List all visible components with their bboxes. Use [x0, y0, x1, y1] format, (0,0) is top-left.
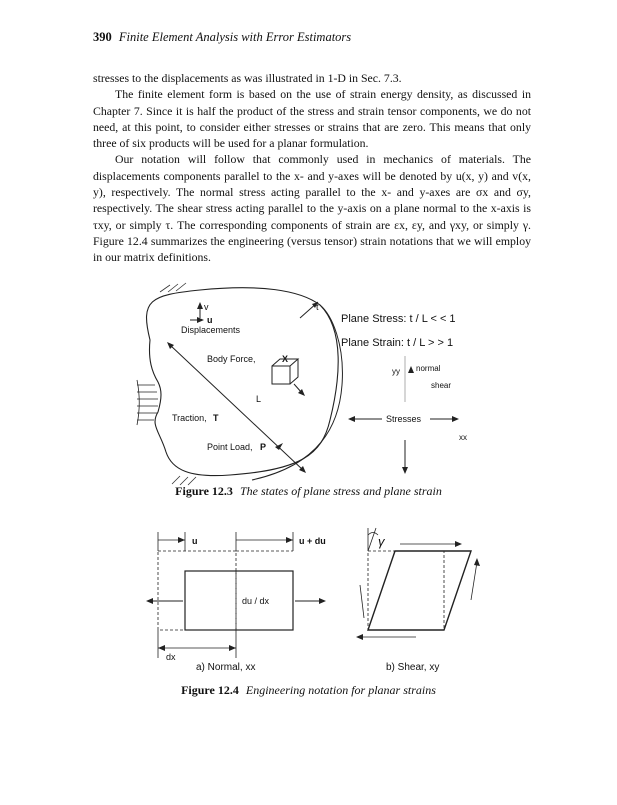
label-traction: Traction, [172, 413, 207, 423]
running-title: Finite Element Analysis with Error Estimators [118, 30, 352, 44]
label-normal: normal [416, 364, 441, 373]
label-u-normal: u [192, 536, 198, 546]
label-u-du: u + du [299, 536, 326, 546]
label-t: t [316, 302, 319, 312]
label-du-dx: du / dx [242, 596, 270, 606]
label-L: L [256, 394, 262, 404]
label-traction-symbol: T [213, 413, 219, 423]
subcaption-b: b) Shear, xy [386, 662, 440, 673]
figure-12-4-caption [0, 683, 617, 698]
label-xx: xx [459, 433, 467, 442]
page-number: 390 [93, 30, 112, 44]
paragraph-2: The finite element form is based on the use of strain energy density, as discussed in Chapter 7. Since it is half the product of the stress and strain tensor components, we do not need, at this point, to consider either stresses or strains that are zero. This means that only three of six products will be used for a planar formulation. [93, 87, 531, 151]
plane-strain-label: Plane Strain: t / L > > 1 [341, 337, 454, 349]
caption-number: Figure 12.4 [181, 683, 239, 697]
label-stresses: Stresses [386, 414, 422, 424]
label-yy: yy [392, 367, 400, 376]
label-body-force-symbol: X [282, 354, 289, 364]
label-v: v [204, 302, 209, 312]
caption-text: The states of plane stress and plane strain [239, 484, 442, 498]
caption-number: Figure 12.3 [175, 484, 233, 498]
paragraph-3: Our notation will follow that commonly used in mechanics of materials. The displacements components parallel to the x- and y-axes will be denoted by u(x, y) and v(x, y), respectively. The normal stress acting parallel to the x- and y-axes are σx and σy, respectively. The shear stress acting parallel to the y-axis on a plane normal to the x-axis is τxy, or simply τ. The corresponding components of strain are εx, εy, and γxy, or simply γ. Figure 12.4 summarizes the engineering (versus tensor) strain notations that we will employ in our matrix definitions. [93, 152, 531, 265]
label-gamma: γ [378, 534, 385, 549]
paragraph-1: stresses to the displacements as was illustrated in 1-D in Sec. 7.3. [93, 71, 402, 85]
label-point-load-symbol: P [260, 442, 267, 452]
plane-stress-label: Plane Stress: t / L < < 1 [341, 313, 456, 325]
label-point-load: Point Load, [207, 442, 253, 452]
normal-strain-diagram [150, 532, 322, 658]
caption-text: Engineering notation for planar strains [245, 683, 436, 697]
label-u: u [207, 315, 213, 325]
label-body-force: Body Force, [207, 354, 256, 364]
label-displacements: Displacements [181, 325, 241, 335]
label-dx: dx [166, 652, 176, 662]
label-shear: shear [431, 381, 452, 390]
subcaption-a: a) Normal, xx [196, 662, 256, 673]
